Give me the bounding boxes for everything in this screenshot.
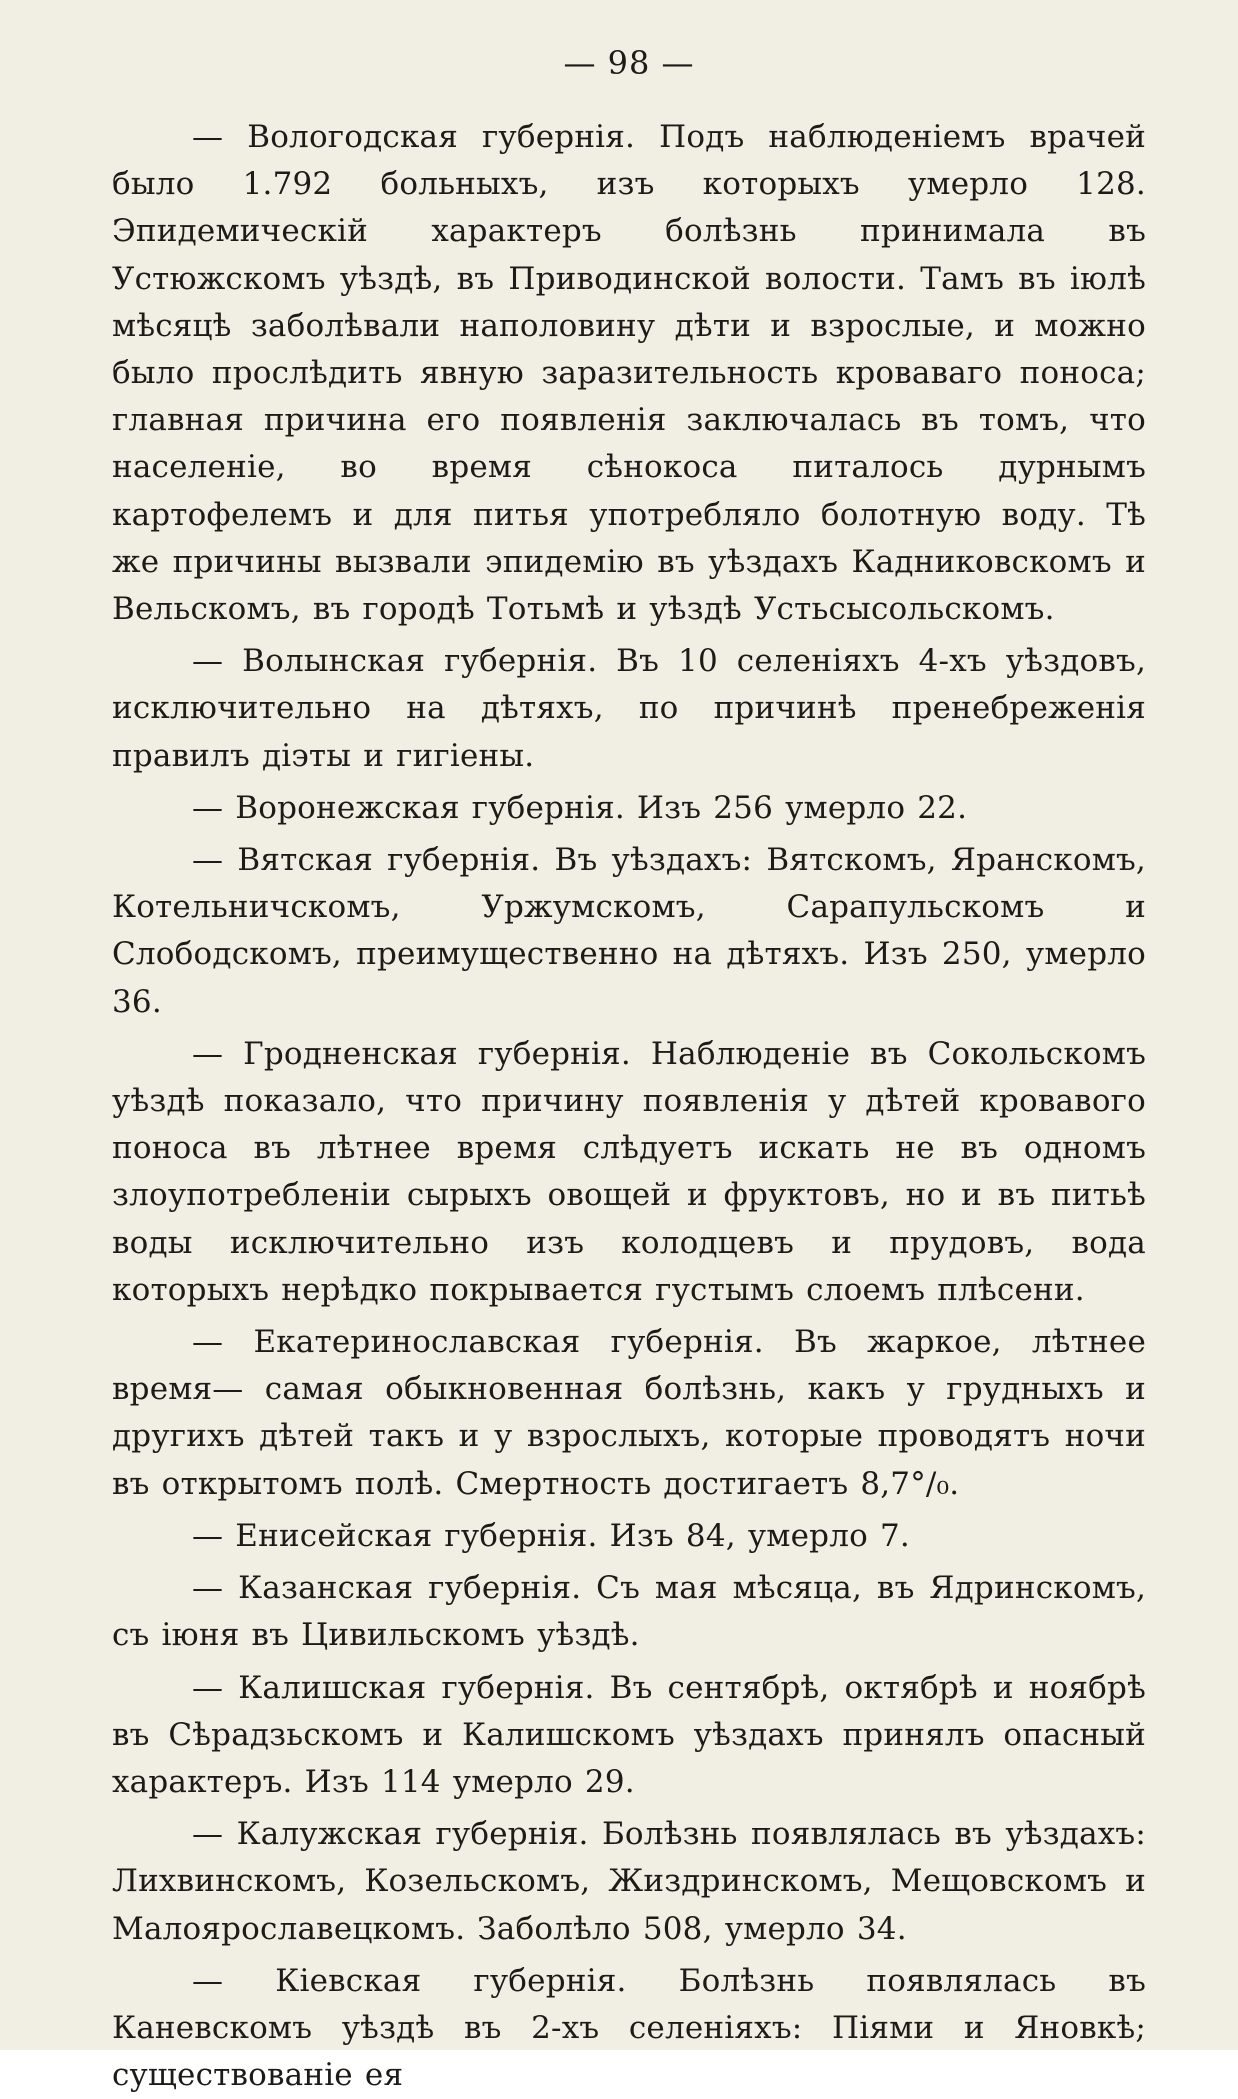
paragraph-vologda: — Вологодская губернія. Подъ наблюденіемъ врачей было 1.792 больныхъ, изъ которыхъ умерло 128. Эпидемическій характеръ болѣзнь принимала въ Устюжскомъ уѣздѣ, въ Приводинской волости. Тамъ въ іюлѣ мѣсяцѣ заболѣвали наполовину дѣти и взрослые, и можно было прослѣдить явную заразительность кроваваго поноса; главная причина его появленія заключалась въ томъ, что населеніе, во время сѣнокоса питалось дурнымъ картофелемъ и для питья употребляло болотную воду. Тѣ же причины вызвали эпидемію въ уѣздахъ Кадниковскомъ и Вельскомъ, въ городѣ Тотьмѣ и уѣздѣ Устьсысольскомъ. bbox=[112, 119, 1146, 628]
page-number: — 98 — bbox=[563, 44, 695, 82]
paragraph-volyn: — Волынская губернія. Въ 10 селеніяхъ 4-хъ уѣздовъ, исключительно на дѣтяхъ, по причинѣ пренебреженія правилъ діэты и гигіены. bbox=[112, 643, 1146, 774]
paragraph-kazan: — Казанская губернія. Съ мая мѣсяца, въ Ядринскомъ, съ іюня въ Цивильскомъ уѣздѣ. bbox=[112, 1570, 1146, 1654]
paragraph-yenisei: — Енисейская губернія. Изъ 84, умерло 7. bbox=[192, 1517, 910, 1554]
paragraph-grodno: — Гродненская губернія. Наблюденіе въ Сокольскомъ уѣздѣ показало, что причину появленія у дѣтей кровавого поноса въ лѣтнее время слѣдуетъ искать не въ одномъ злоупотребленіи сырыхъ овощей и фруктовъ, но и въ питьѣ воды исключительно изъ колодцевъ и прудовъ, вода которыхъ нерѣдко покрывается густымъ слоемъ плѣсени. bbox=[112, 1035, 1146, 1308]
paragraph-voronezh: — Воронежская губернія. Изъ 256 умерло 22. bbox=[192, 789, 968, 826]
paragraph-kalisz: — Калишская губернія. Въ сентябрѣ, октябрѣ и ноябрѣ въ Сѣрадзьскомъ и Калишскомъ уѣздахъ принялъ опасный характеръ. Изъ 114 умерло 29. bbox=[112, 1669, 1146, 1800]
paragraph-vyatka: — Вятская губернія. Въ уѣздахъ: Вятскомъ, Яранскомъ, Котельничскомъ, Уржумскомъ, Сарапульскомъ и Слободскомъ, преимущественно на дѣтяхъ. Изъ 250, умерло 36. bbox=[112, 842, 1146, 1020]
paragraph-kiev: — Кіевская губернія. Болѣзнь появлялась въ Каневскомъ уѣздѣ въ 2-хъ селеніяхъ: Піями и Яновкѣ; существованіе ея bbox=[112, 1962, 1146, 2094]
paragraph-ekaterinoslav: — Екатеринославская губернія. Въ жаркое, лѣтнее время— самая обыкновенная болѣзнь, какъ у грудныхъ и другихъ дѣтей такъ и у взрослыхъ, которые проводятъ ночи въ открытомъ полѣ. Смертность достигаетъ 8,7°/₀. bbox=[112, 1324, 1146, 1502]
paragraph-kaluga: — Калужская губернія. Болѣзнь появлялась въ уѣздахъ: Лихвинскомъ, Козельскомъ, Жиздринскомъ, Мещовскомъ и Малоярославецкомъ. Заболѣло 508, умерло 34. bbox=[112, 1816, 1146, 1947]
